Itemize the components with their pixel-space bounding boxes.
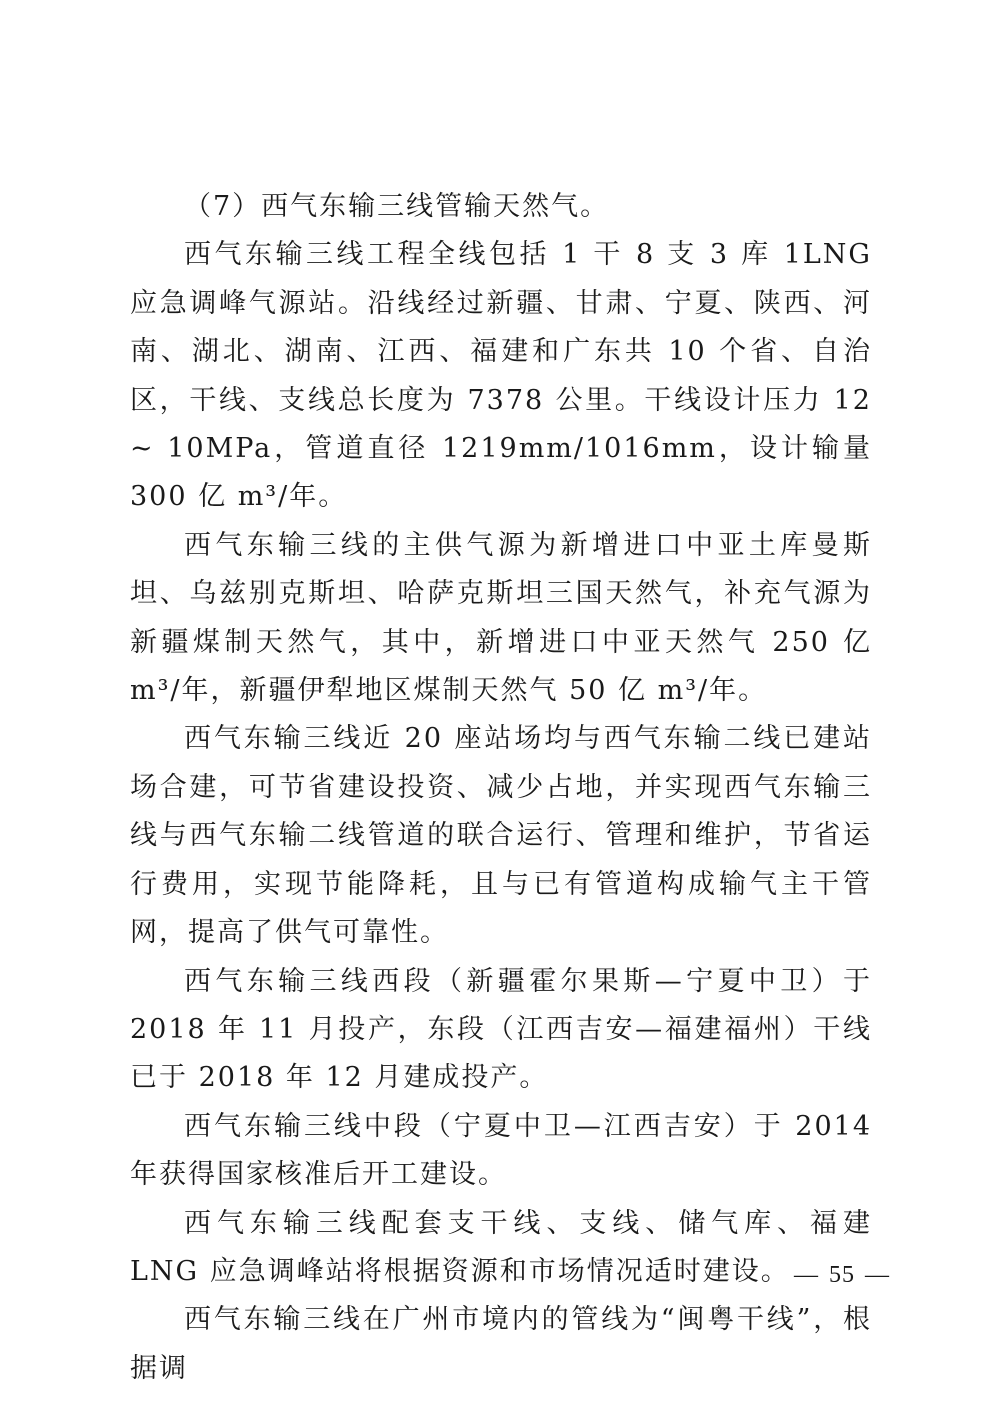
page-number: 55 — [829, 1262, 855, 1288]
page-footer — [0, 1262, 900, 1289]
footer-dash-left: — — [794, 1262, 819, 1288]
footer-dash-right: — — [865, 1262, 890, 1288]
paragraph-middle-section: 西气东输三线中段（宁夏中卫—江西吉安）于 2014 年获得国家核准后开工建设。 — [130, 1110, 872, 1191]
paragraph-west-east-sections: 西气东输三线西段（新疆霍尔果斯—宁夏中卫）于 2018 年 11 月投产，东段（江西吉安—福建福州）干线已于 2018 年 12 月建成投产。 — [130, 965, 872, 1094]
body-text — [130, 183, 872, 1393]
paragraph-gas-source: 西气东输三线的主供气源为新增进口中亚土库曼斯坦、乌兹别克斯坦、哈萨克斯坦三国天然气，补充气源为新疆煤制天然气，其中，新增进口中亚天然气 250 亿 m³/年，新疆伊犁地区煤制天然气 50 亿 m³/年。 — [130, 529, 872, 707]
paragraph-supporting-facilities: 西气东输三线配套支干线、支线、储气库、福建 LNG 应急调峰站将根据资源和市场情况适时建设。 — [130, 1207, 872, 1287]
paragraph-stations: 西气东输三线近 20 座站场均与西气东输二线已建站场合建，可节省建设投资、减少占地，并实现西气东输三线与西气东输二线管道的联合运行、管理和维护，节省运行费用，实现节能降耗，且与已有管道构成输气主干管网，提高了供气可靠性。 — [130, 723, 872, 949]
paragraph-guangzhou-section: 西气东输三线在广州市境内的管线为“闽粤干线”，根据调 — [130, 1304, 872, 1384]
section-heading: （7）西气东输三线管输天然气。 — [184, 191, 610, 222]
paragraph-overview: 西气东输三线工程全线包括 1 干 8 支 3 库 1LNG 应急调峰气源站。沿线经过新疆、甘肃、宁夏、陕西、河南、湖北、湖南、江西、福建和广东共 10 个省、自治区，干线、支线总长度为 7378 公里。干线设计压力 12 ~ 10MPa，管道直径 1219mm/1016mm，设计输量 300 亿 m³/年。 — [130, 239, 872, 513]
